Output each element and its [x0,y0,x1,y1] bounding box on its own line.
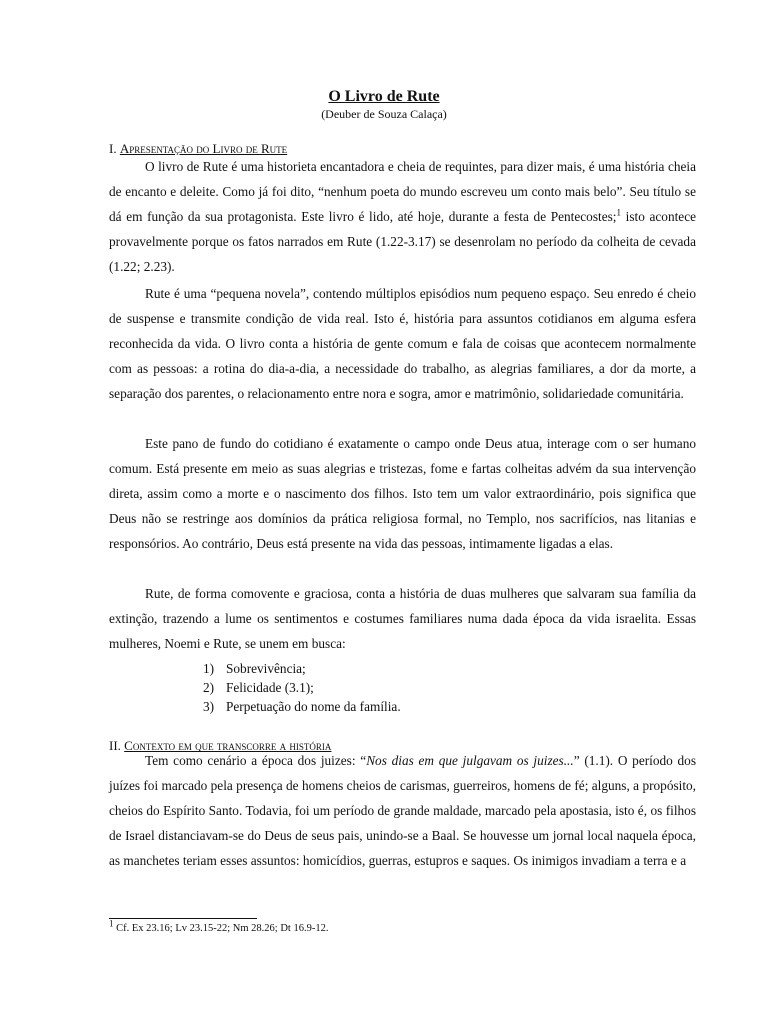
paragraph-text: Tem como cenário a época dos juizes: “ [145,753,367,768]
list-item-text: Perpetuação do nome da família. [226,699,401,714]
section-number: II. [109,738,121,753]
paragraph-text: Este pano de fundo do cotidiano é exatamente o campo onde Deus atua, interage com o ser humano comum. Está presente em meio as suas alegrias e tristezas, fome e fartas colheitas advém da sua intervenção direta, assim como a morte e o nascimento dos filhos. Isto tem um valor extraordinário, pois significa que Deus não se restringe aos domínios da prática religiosa formal, no Templo, nos sacrifícios, nas litanias e responsórios. Ao contrário, Deus está presente na vida das pessoas, intimamente ligadas a elas. [109,436,696,551]
paragraph [109,748,696,873]
numbered-list [203,659,401,716]
footnote-separator [109,918,257,919]
paragraph-text: Rute, de forma comovente e graciosa, conta a história de duas mulheres que salvaram sua família da extinção, trazendo a lume os sentimentos e costumes familiares numa dada época da vida israelita. Essas mulheres, Noemi e Rute, se unem em busca: [109,586,696,651]
footnote-number: 1 [109,918,114,929]
list-item [203,678,401,697]
document-author: (Deuber de Souza Calaça) [321,107,447,121]
list-item [203,659,401,678]
list-item-number: 2) [203,680,215,695]
paragraph [109,581,696,656]
footnote-text: Cf. Ex 23.16; Lv 23.15-22; Nm 28.26; Dt 16.9-12. [113,923,329,934]
section-title: Contexto em que transcorre a história [124,738,332,753]
paragraph-text: ” (1.1). O período dos juízes foi marcado pela presença de homens cheios de carismas, guerreiros, homens de fé; alguns, a propósito, cheios do Espírito Santo. Todavia, foi um período de grande maldade, marcado pela apostasia, isto é, os filhos de Israel distanciavam-se do Deus de seus pais, unindo-se a Baal. Se houvesse um jornal local naquela época, as manchetes teriam esses assuntos: homicídios, guerras, estupros e saques. Os inimigos invadiam a terra e a [109,753,696,868]
footnote-reference: 1 [616,207,621,218]
paragraph-text: isto acontece provavelmente porque os fatos narrados em Rute (1.22-3.17) se desenrolam no período da colheita de cevada (1.22; 2.23). [109,209,696,274]
paragraph [109,431,696,556]
paragraph-text: Rute é uma “pequena novela”, contendo múltiplos episódios num pequeno espaço. Seu enredo é cheio de suspense e transmite condição de vida real. Isto é, história para assuntos cotidianos em alguma esfera reconhecida da vida. O livro conta a história de gente comum e fala de coisas que acontecem normalmente com as pessoas: a rotina do dia-a-dia, a necessidade do trabalho, as alegrias familiares, a dor da morte, a separação dos parentes, o relacionamento entre nora e sogra, amor e matrimônio, solidariedade comunitária. [109,286,696,401]
section-title: Apresentação do Livro de Rute [119,141,288,156]
list-item-text: Sobrevivência; [226,661,306,676]
paragraph-text: O livro de Rute é uma historieta encantadora e cheia de requintes, para dizer mais, é uma história cheia de encanto e deleite. Como já foi dito, “nenhum poeta do mundo escreveu um conto mais belo”. Seu título se dá em função da sua protagonista. Este livro é lido, até hoje, durante a festa de Pentecostes; [109,159,696,224]
paragraph [109,281,696,406]
list-item-number: 1) [203,661,215,676]
list-item [203,697,401,716]
document-title: O Livro de Rute [328,88,440,105]
list-item-text: Felicidade (3.1); [226,680,314,695]
section-number: I. [109,141,117,156]
list-item-number: 3) [203,699,215,714]
quote-text: Nos dias em que julgavam os juizes... [366,753,574,768]
footnote [109,918,329,935]
paragraph [109,154,696,279]
